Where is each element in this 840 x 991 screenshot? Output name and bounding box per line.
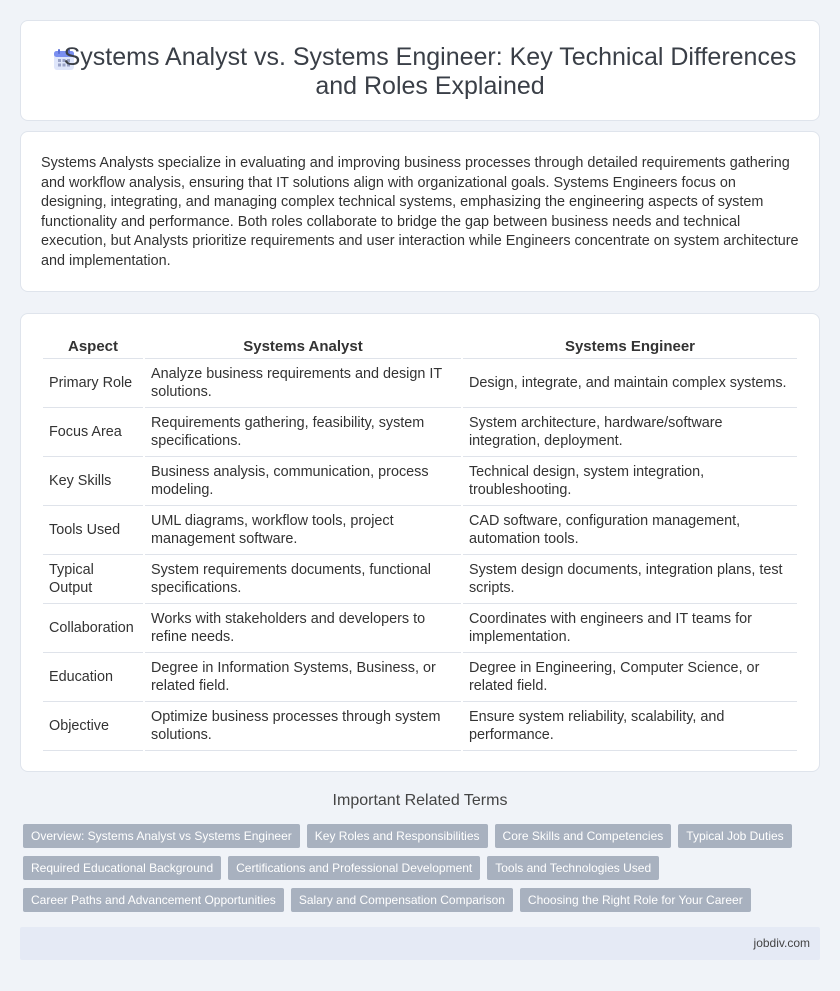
analyst-cell: Degree in Information Systems, Business, or related field. <box>145 653 461 702</box>
related-term-tag[interactable]: Tools and Technologies Used <box>487 856 659 880</box>
engineer-cell: Design, integrate, and maintain complex systems. <box>463 359 797 408</box>
aspect-cell: Collaboration <box>43 604 143 653</box>
engineer-cell: CAD software, configuration management, automation tools. <box>463 506 797 555</box>
engineer-cell: Degree in Engineering, Computer Science, or related field. <box>463 653 797 702</box>
aspect-cell: Typical Output <box>43 555 143 604</box>
comparison-table-card <box>20 313 820 772</box>
summary-card <box>20 131 820 292</box>
related-term-tag[interactable]: Required Educational Background <box>23 856 221 880</box>
related-term-tag[interactable]: Core Skills and Competencies <box>495 824 672 848</box>
aspect-cell: Key Skills <box>43 457 143 506</box>
analyst-cell: Requirements gathering, feasibility, system specifications. <box>145 408 461 457</box>
engineer-cell: System architecture, hardware/software integration, deployment. <box>463 408 797 457</box>
aspect-cell: Primary Role <box>43 359 143 408</box>
related-term-tag[interactable]: Certifications and Professional Development <box>228 856 480 880</box>
header-systems-engineer: Systems Engineer <box>463 334 797 359</box>
analyst-cell: System requirements documents, functional specifications. <box>145 555 461 604</box>
related-term-tag[interactable]: Career Paths and Advancement Opportunities <box>23 888 284 912</box>
related-term-tag[interactable]: Typical Job Duties <box>678 824 791 848</box>
header-aspect: Aspect <box>43 334 143 359</box>
aspect-cell: Education <box>43 653 143 702</box>
comparison-table <box>41 334 799 751</box>
table-row <box>43 457 797 506</box>
analyst-cell: UML diagrams, workflow tools, project management software. <box>145 506 461 555</box>
header-systems-analyst: Systems Analyst <box>145 334 461 359</box>
table-row <box>43 604 797 653</box>
engineer-cell: Technical design, system integration, troubleshooting. <box>463 457 797 506</box>
related-term-tag[interactable]: Choosing the Right Role for Your Career <box>520 888 751 912</box>
analyst-cell: Works with stakeholders and developers to refine needs. <box>145 604 461 653</box>
engineer-cell: System design documents, integration plans, test scripts. <box>463 555 797 604</box>
footer <box>20 927 820 960</box>
related-term-tag[interactable]: Key Roles and Responsibilities <box>307 824 488 848</box>
engineer-cell: Ensure system reliability, scalability, and performance. <box>463 702 797 751</box>
table-row <box>43 555 797 604</box>
title-card <box>20 20 820 121</box>
related-terms-heading: Important Related Terms <box>332 792 508 809</box>
analyst-cell: Analyze business requirements and design IT solutions. <box>145 359 461 408</box>
table-row <box>43 702 797 751</box>
table-row <box>43 359 797 408</box>
table-row <box>43 653 797 702</box>
related-terms-list <box>23 824 823 920</box>
aspect-cell: Objective <box>43 702 143 751</box>
related-term-tag[interactable]: Salary and Compensation Comparison <box>291 888 513 912</box>
page-title: Systems Analyst vs. Systems Engineer: Key Technical Differences and Roles Explained <box>63 43 797 100</box>
aspect-cell: Tools Used <box>43 506 143 555</box>
engineer-cell: Coordinates with engineers and IT teams for implementation. <box>463 604 797 653</box>
analyst-cell: Business analysis, communication, process modeling. <box>145 457 461 506</box>
aspect-cell: Focus Area <box>43 408 143 457</box>
analyst-cell: Optimize business processes through system solutions. <box>145 702 461 751</box>
table-header-row <box>43 334 797 359</box>
table-row <box>43 506 797 555</box>
footer-site[interactable]: jobdiv.com <box>753 936 810 950</box>
related-term-tag[interactable]: Overview: Systems Analyst vs Systems Engineer <box>23 824 300 848</box>
summary-paragraph: Systems Analysts specialize in evaluating and improving business processes through detailed requirements gathering and workflow analysis, ensuring that IT solutions align with organizational goals. Systems Engineers focus on designing, integrating, and managing complex technical systems, emphasizing the engineering aspects of system functionality and performance. Both roles collaborate to bridge the gap between business needs and technical execution, but Analysts prioritize requirements and user interaction while Engineers concentrate on system architecture and implementation. <box>41 155 799 269</box>
table-row <box>43 408 797 457</box>
